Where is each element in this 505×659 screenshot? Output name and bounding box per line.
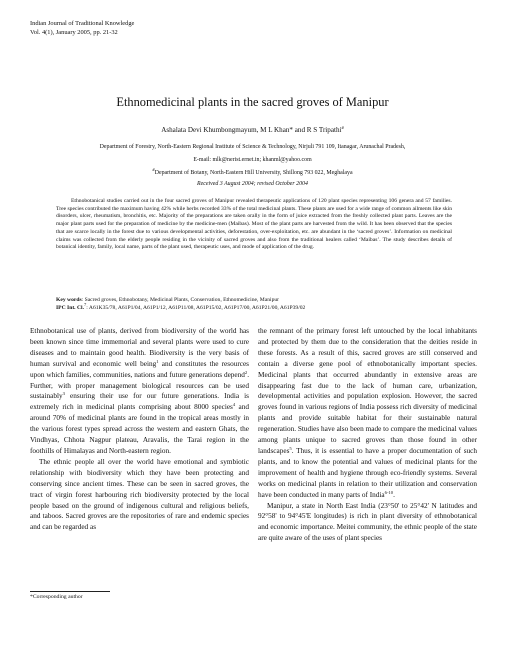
body-paragraph [30, 326, 249, 457]
author-names: Ashalata Devi Khumbongmayum, M L Khan* and R S Tripathi [161, 126, 342, 134]
author-email: E-mail: mlk@nerist.ernet.in; khanml@yahoo.com [193, 157, 312, 163]
keywords-label: Key words [56, 297, 82, 303]
body-paragraph: Manipur, a state in North East India (23°50' to 25°42' N latitudes and 92°58' to 94°45'E longitudes) is rich in plant diversity of ethnobotanical and economic importance. Meitei community, the ethnic people of the state are quite aware of the uses of plant species [258, 501, 477, 543]
text-run: the remnant of the primary forest left untouched by the local inhabitants and protected by them due to the consideration that the deities reside in these forests. As a result of this, sacred groves are still conserved and contain a diverse gene pool of ethnobotanically important species. Medicinal plants that occurred abundantly in extensive areas are disappearing fast due to the lack of human care, urbanization, developmental activities and population explosion. However, the sacred groves found in various regions of India possess rich diversity of medicinal plants and provide suitable habitat for their sustainable natural regeneration. Studies have also been made to compare the medicinal values among plants unique to sacred groves than those found in other landscapes [258, 327, 477, 455]
keywords-text: : Sacred groves, Ethnobotany, Medicinal Plants, Conservation, Ethnomedicine, Manipur [81, 297, 280, 303]
journal-name: Indian Journal of Traditional Knowledge [30, 20, 135, 27]
ipc-codes: : A61K35/78, A61P1/04, A61P1/12, A61P11/08, A61P15/02, A61P17/00, A61P21/00, A61P39/02 [86, 304, 306, 311]
body-paragraph [258, 326, 477, 501]
article-title: Ethnomedicinal plants in the sacred groves of Manipur [116, 95, 389, 109]
author-line [0, 126, 505, 134]
text-run: . Thus, it is essential to have a proper documentation of such plants, and to know the potential and values of medicinal plants for the improvement of health and hygiene through eco-friendly systems. Several works on medicinal plants in relation to their utilization and conservation have been conducted in many parts of India [258, 446, 477, 499]
affiliation-botany [0, 169, 505, 178]
citation-ref: 2 [244, 369, 248, 375]
journal-header [30, 19, 134, 37]
citation-ref: 1 [156, 358, 159, 364]
affiliation-forestry: Department of Forestry, North-Eastern Regional Institute of Science & Technology, Nirjuli 791 109, Itanagar, Arunachal Pradesh, [99, 144, 406, 150]
citation-ref: 3 [62, 391, 65, 397]
keywords-block [56, 297, 452, 312]
citation-ref: 4 [232, 402, 236, 408]
ipc-superscript: 7 [83, 301, 87, 307]
received-dates: Received 3 August 2004; revised October 2004 [197, 181, 308, 187]
journal-issue: Vol. 4(1), January 2005, pp. 21-32 [30, 29, 118, 36]
author-affiliation-marker: # [341, 125, 344, 130]
ipc-label: IPC Int. Cl. [56, 304, 84, 311]
affiliation-marker: # [152, 167, 155, 172]
citation-ref: 5 [289, 445, 292, 451]
abstract: Ethnobotanical studies carried out in the four sacred groves of Manipur revealed therapeutic applications of 120 plant species representing 106 genera and 57 families. Tree species contributed the maximum having 42% while herbs recorded 33% of the total medicinal plants. These plants are used for a wide range of common ailments like skin disorders, ulcer, rheumatism, bronchitis, etc. Majority of the preparations are taken orally in the form of juice extracted from the freshly collected plant parts. Leaves are the major plant parts used for the preparation of medicine by the medicine-men (Maibas). Most of the plant parts are harvested from the wild. It has been observed that the species that are scarce locally in the forest due to various developmental activities, deforestation, over-exploitation, etc. are abundant in the ‘sacred groves’. Information on medicinal claims was collected from the elderly people residing in the vicinity of sacred groves and also from the traditional healers called ‘Maibas’. The study describes details of botanical identity, family, local name, parts of the plant used, therapeutic uses, and mode of application of the drug. [56, 198, 452, 251]
footnote-divider [30, 591, 110, 592]
affiliation-botany-text: Department of Botany, North-Eastern Hill University, Shillong 793 022, Meghalaya [154, 170, 353, 176]
ipc-line [56, 301, 452, 313]
citation-ref: 6-10 [384, 489, 394, 495]
text-run: Ethnobotanical use of plants, derived from biodiversity of the world has been known since time immemorial and several plants were used to cure diseases and to maintain good health. Biodiversity is the very basis of human survival and economic well being [30, 327, 249, 368]
text-run: and constitutes the resources upon which families, communities, nations and future generations depend [30, 359, 249, 379]
corresponding-author-footnote: *Corresponding author [30, 594, 83, 600]
keywords-line [56, 297, 452, 305]
text-run: and around 70% of medicinal plants are found in the tropical areas mostly in the various forest types spread across the western and eastern Ghats, the Vindhyas, Chhota Nagpur plateau, Aravalis, the Tarai region in the foothills of Himalayas and North-eastern region. [30, 403, 250, 455]
text-run: . Further, with proper management biological resources can be used sustainably [30, 370, 249, 401]
body-paragraph: The ethnic people all over the world have emotional and symbiotic relationship with biodiversity which they have been protecting and conserving since ancient times. These can be seen in sacred groves, the tract of virgin forest harbouring rich biodiversity protected by the local people based on the ground of indigenous cultural and religious beliefs, and taboos. Sacred groves are the repositories of rare and endemic species and can be regarded as [30, 457, 249, 532]
text-run: ensuring their use for our future generations. India is extremely rich in medicinal plants comprising about 8000 species [30, 392, 249, 412]
text-run: . [393, 490, 395, 499]
body-column-left [30, 326, 249, 533]
body-column-right [258, 326, 477, 544]
